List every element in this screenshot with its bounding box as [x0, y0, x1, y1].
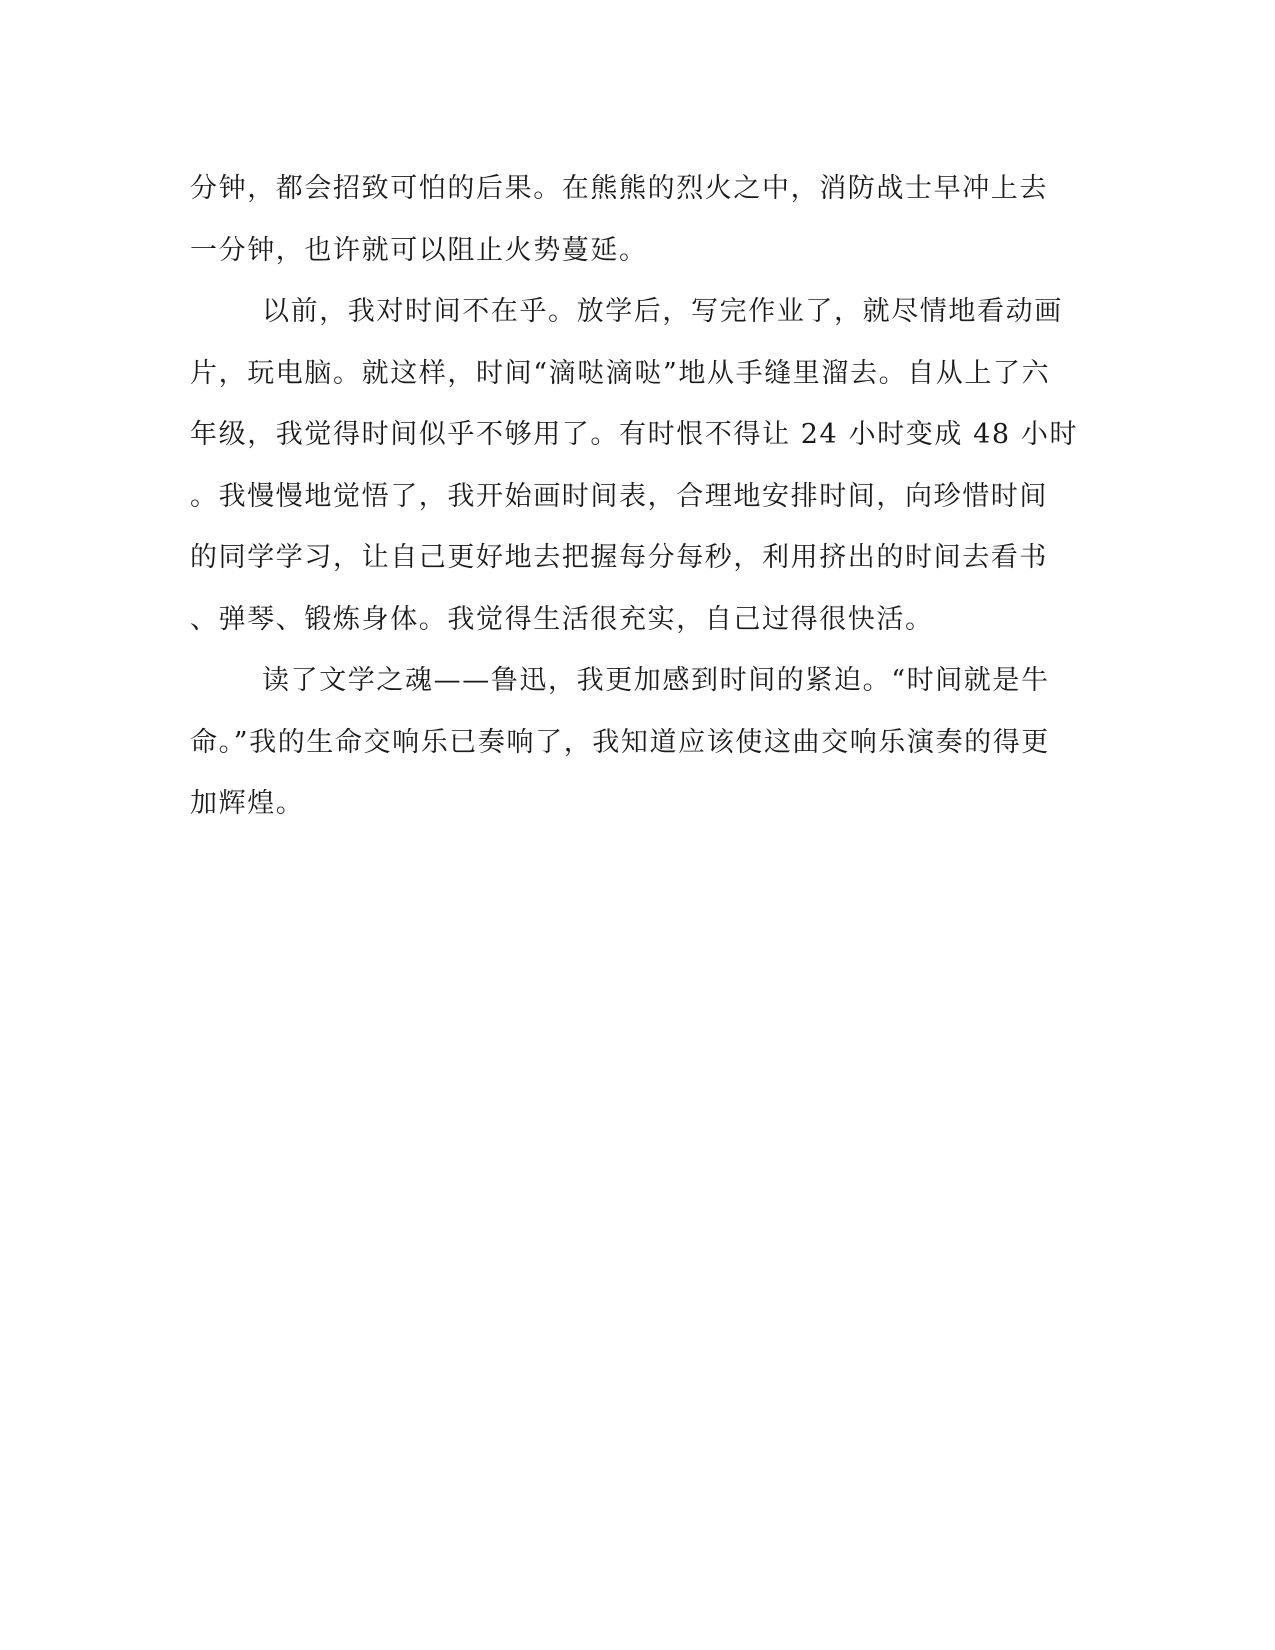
text-line: 。我慢慢地觉悟了，我开始画时间表，合理地安排时间，向珍惜时间: [190, 480, 1048, 512]
document-body: [190, 158, 1090, 835]
text-line: 年级，我觉得时间似乎不够用了。有时恨不得让 24 小时变成 48 小时: [190, 419, 1079, 450]
text-line: 片，玩电脑。就这样，时间“滴哒滴哒”地从手缝里溜去。自从上了六: [190, 357, 1051, 389]
text-line: 加辉煌。: [190, 788, 305, 819]
text-line: 读了文学之魂——鲁迅，我更加感到时间的紧迫。“时间就是牛: [262, 665, 1050, 696]
text-line: 一分钟，也许就可以阻止火势蔓延。: [190, 234, 648, 266]
text-line: 分钟，都会招致可怕的后果。在熊熊的烈火之中，消防战士早冲上去: [190, 173, 1048, 204]
text-line: 、弹琴、锻炼身体。我觉得生活很充实，自己过得很快活。: [190, 603, 934, 635]
text-line: 的同学学习，让自己更好地去把握每分每秒，利用挤出的时间去看书: [190, 542, 1048, 573]
text-line: 以前，我对时间不在乎。放学后，写完作业了，就尽情地看动画: [262, 296, 1063, 327]
text-line: 命。”我的生命交响乐已奏响了，我知道应该使这曲交响乐演奏的得更: [190, 726, 1050, 758]
